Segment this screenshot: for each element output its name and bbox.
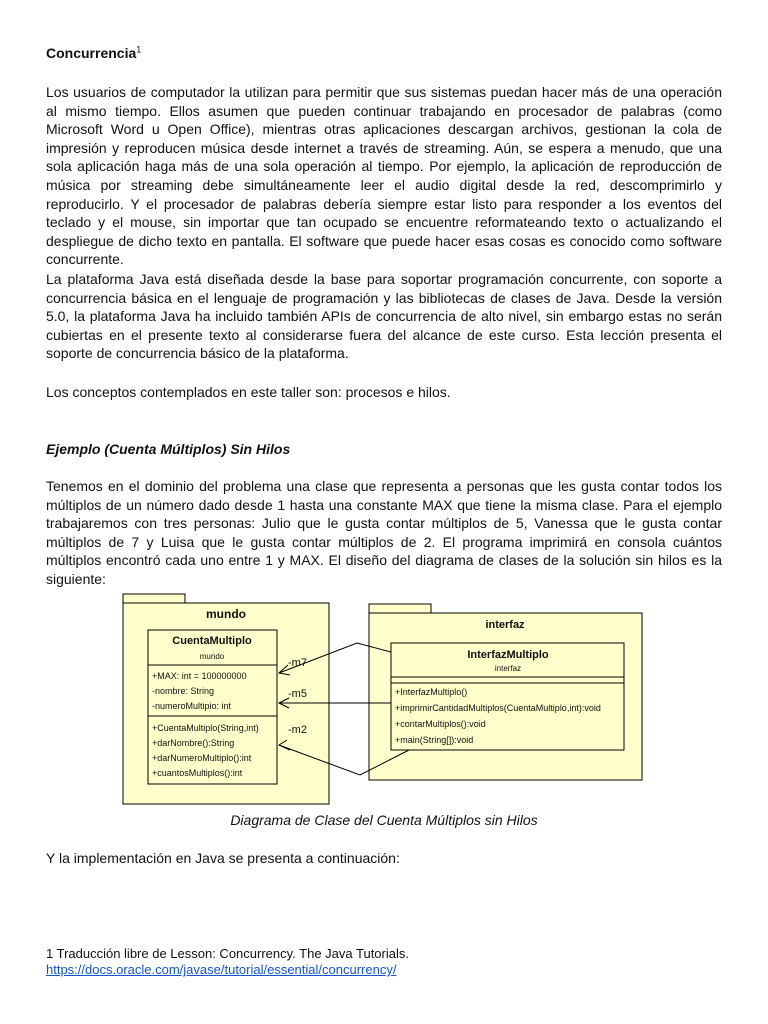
class-cuentamultiplo-package: mundo (199, 652, 225, 661)
class-cuentamultiplo-name: CuentaMultiplo (172, 635, 252, 647)
intro-paragraph-3: Los conceptos contemplados en este taller son: procesos e hilos. (46, 384, 451, 400)
footnote-text: 1 Traducción libre de Lesson: Concurrency. The Java Tutorials. (46, 946, 409, 961)
association-m2-label: -m2 (288, 724, 307, 736)
footnote (46, 946, 409, 978)
diagram-caption: Diagrama de Clase del Cuenta Múltiplos sin Hilos (230, 812, 538, 828)
intro-paragraph-1: Los usuarios de computador la utilizan para permitir que sus sistemas puedan hacer más de una operación al mismo tiempo. Ellos asumen que pueden continuar trabajando en procesador de palabras (como Microsoft Word u Open Office), mientras otras aplicaciones descargan archivos, gestionan la cola de impresión y reproducen música desde internet a través de streaming. Aún, se espera a menudo, que una sola aplicación haga más de una sola operación al tiempo. Por ejemplo, la aplicación de reproducción de música por streaming debe simultáneamente leer el audio digital desde la red, descomprimirlo y reproducirlo. Y el procesador de palabras debería siempre estar listo para responder a los eventos del teclado y el mouse, sin importar que tan ocupado se encuentre reformateando texto o actualizando el despliegue de dicho texto en pantalla. El software que puede hacer esas cosas es conocido como software concurrente. (46, 84, 722, 268)
association-m7-label: -m7 (288, 657, 307, 669)
class-cuentamultiplo (148, 630, 277, 784)
section-title: Ejemplo (Cuenta Múltiplos) Sin Hilos (46, 441, 291, 457)
footnote-link[interactable]: https://docs.oracle.com/javase/tutorial/essential/concurrency/ (46, 962, 397, 977)
footnote-marker: 1 (136, 44, 142, 55)
intro-paragraph-2: La plataforma Java está diseñada desde la base para soportar programación concurrente, con soporte a concurrencia básica en el lenguaje de programación y las bibliotecas de clases de Java. Desde la versión 5.0, la plataforma Java ha incluido también APIs de concurrencia de alto nivel, sin embargo estas no serán cubiertas en el presente texto al considerarse fuera del alcance de este curso. Esta lección presenta el soporte de concurrencia básico de la plataforma. (46, 271, 722, 362)
method-main: +main(String[]):void (395, 735, 474, 745)
attribute-max: +MAX: int = 100000000 (152, 671, 247, 681)
method-dar-numero-multiplo: +darNumeroMultiplo():int (152, 753, 252, 763)
section-paragraph-2: Y la implementación en Java se presenta a continuación: (46, 850, 400, 866)
association-m5-label: -m5 (288, 688, 307, 700)
class-interfazmultiplo-package: interfaz (494, 664, 522, 673)
package-interfaz-label: interfaz (485, 619, 525, 631)
method-imprimir-cantidad: +imprimirCantidadMultiplos(CuentaMultiplo,int):void (395, 703, 601, 713)
method-cuantos-multiplos: +cuantosMultiplos():int (152, 768, 243, 778)
class-interfazmultiplo (391, 643, 624, 750)
attribute-nombre: -nombre: String (152, 686, 215, 696)
method-dar-nombre: +darNombre():String (152, 738, 235, 748)
method-contar-multiplos: +contarMultiplos():void (395, 719, 486, 729)
attribute-numero-multiplo: -numeroMultipio: int (152, 701, 232, 711)
method-interfaz-constructor: +InterfazMultiplo() (395, 687, 468, 697)
section-paragraph-1: Tenemos en el dominio del problema una clase que representa a personas que les gusta contar todos los múltiplos de un número dado desde 1 hasta una constante MAX que tiene la misma clase. Para el ejemplo trabajaremos con tres personas: Julio que le gusta contar múltiplos de 5, Vanessa que le gusta contar múltiplos de 7 y Luisa que le gusta contar múltiplos de 2. El programa imprimirá en consola cuántos múltiplos encontró cada uno entre 1 y MAX. El diseño del diagrama de clases de la solución sin hilos es la siguiente: (46, 478, 722, 587)
title-text: Concurrencia (46, 45, 137, 61)
package-mundo-label: mundo (206, 607, 246, 621)
method-constructor: +CuentaMultiplo(String,int) (152, 723, 259, 733)
class-interfazmultiplo-name: InterfazMultiplo (467, 649, 549, 661)
